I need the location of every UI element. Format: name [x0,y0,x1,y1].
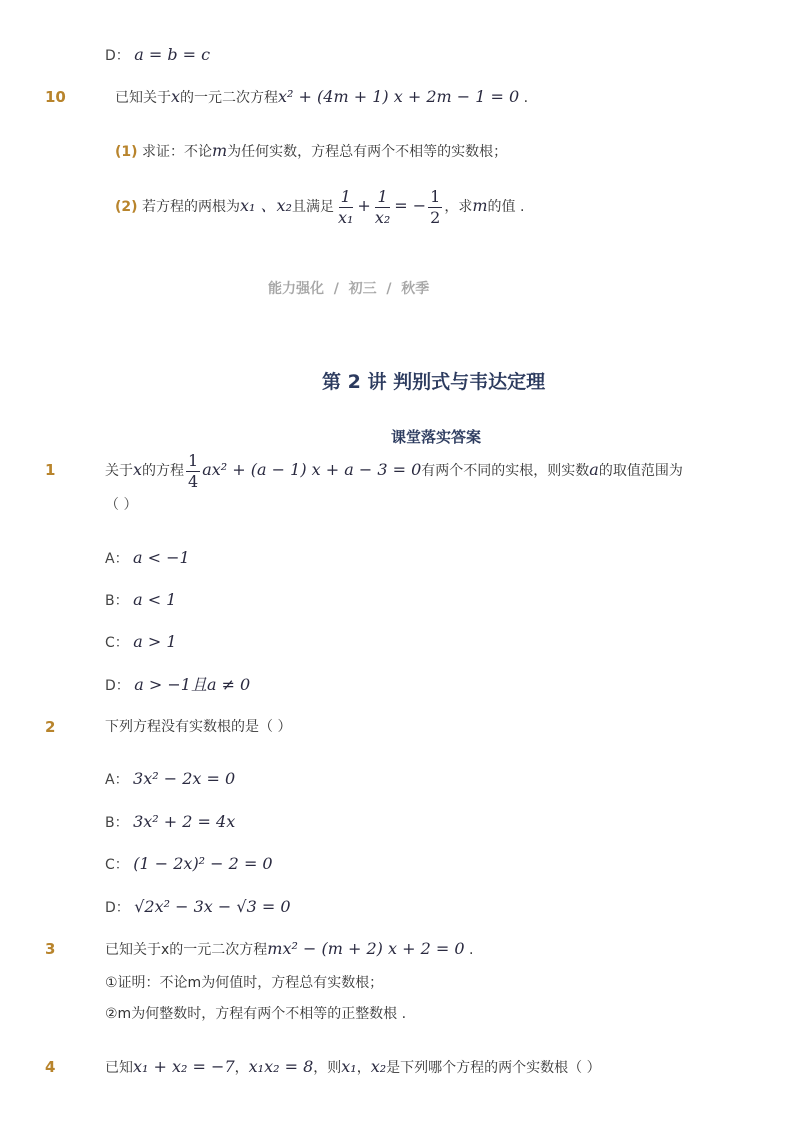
question-4-stem [105,1057,601,1078]
question-1-stem [105,450,683,491]
stem-text-2: ，则 [313,1060,342,1076]
fraction-1 [336,186,355,227]
stem-text-2: 的方程 [142,463,185,479]
question-10-stem [115,87,528,108]
stem-text-2: 的一元二次方程 [180,90,279,106]
fraction-denominator: x₂ [374,207,391,227]
stem-text: 关于 [105,463,133,479]
option-label: D： [105,678,130,694]
option-label: A： [105,772,129,788]
fraction-3 [428,186,442,227]
option-label: B： [105,593,129,609]
answer-blank: （ ） [105,497,138,513]
question-number-4: 4 [45,1058,56,1076]
part-text: 求证：不论 [142,144,212,160]
prev-option-d [105,45,210,66]
part-label: (1) [115,144,138,160]
lecture-subtitle: 课堂落实答案 [391,428,482,446]
breadcrumb-item: 秋季 [401,281,430,297]
breadcrumb-separator: / [333,281,339,297]
part-text-2: 且满足 [291,199,334,215]
question-2-option-a [105,769,235,790]
fraction-numerator: 1 [340,186,351,206]
question-number-10: 10 [45,88,66,106]
fraction-denominator: 4 [188,471,199,491]
plus-sign: + [357,196,371,215]
stem-var: x [171,87,181,106]
part-var: m [472,196,488,215]
question-2-option-b [105,812,235,833]
sum-expression: x₁ + x₂ = −7 [133,1057,235,1076]
stem-var-2: a [589,460,599,479]
fraction-denominator: x₁ [337,207,354,227]
stem-equation: x² + (4m + 1) x + 2m − 1 = 0 [278,87,520,106]
option-expression: (1 − 2x)² − 2 = 0 [133,854,273,873]
stem-equation: ax² + (a − 1) x + a − 3 = 0 [202,460,422,479]
question-10-part-1 [115,141,507,162]
stem-text-3: 是下列哪个方程的两个实数根（ ） [386,1060,601,1076]
question-number-1: 1 [45,461,56,479]
lecture-title: 第 2 讲 判别式与韦达定理 [322,371,546,393]
part-text: 若方程的两根为 [142,199,240,215]
stem-text-3: 有两个不同的实根，则实数 [421,463,590,479]
option-label: B： [105,815,129,831]
root-2: x₂ [370,1057,387,1076]
stem-var: x [133,460,143,479]
fraction-denominator: 2 [430,207,441,227]
stem-equation: mx² − (m + 2) x + 2 = 0 [267,939,465,958]
option-expression: √2x² − 3x − √3 = 0 [134,897,291,916]
fraction-2 [373,186,392,227]
question-3-line-2: ②m为何整数时，方程有两个不相等的正整数根 . [105,1006,407,1022]
fraction-numerator: 1 [430,186,441,206]
comma: ， [356,1060,371,1076]
stem-text-4: 的取值范围为 [598,463,683,479]
equals-minus: = − [394,196,427,215]
question-1-option-c [105,632,177,653]
part-end: 的值 . [487,199,525,215]
stem-text: 已知 [105,1060,133,1076]
stem-text: 已知关于x的一元二次方程 [105,942,268,958]
breadcrumb-separator: / [386,281,392,297]
option-expression: a > 1 [133,632,177,651]
option-label: D： [105,48,130,64]
part-var: m [212,141,228,160]
option-expression: a > −1且a ≠ 0 [134,675,251,694]
root-1: x₁ [341,1057,357,1076]
question-3-line-1: ①证明：不论m为何值时，方程总有实数根； [105,975,384,991]
product-expression: x₁x₂ = 8 [248,1057,314,1076]
question-1-option-a [105,548,190,569]
option-expression: a = b = c [134,45,211,64]
part-text-3: ，求 [444,199,473,215]
option-expression: 3x² + 2 = 4x [133,812,236,831]
question-2-option-c [105,854,273,875]
stem-end: . [519,90,529,106]
question-10-part-2 [115,184,524,229]
question-1-option-b [105,590,176,611]
fraction-numerator: 1 [188,450,199,470]
question-1-option-d [105,675,250,696]
question-2-stem: 下列方程没有实数根的是（ ） [105,719,292,735]
stem-text: 已知关于 [115,90,171,106]
option-expression: a < 1 [133,590,177,609]
question-number-2: 2 [45,718,56,736]
fraction-numerator: 1 [377,186,388,206]
breadcrumb-item: 初三 [348,281,377,297]
part-text-2: 为任何实数，方程总有两个不相等的实数根； [227,144,508,160]
question-3-stem [105,939,473,960]
comma: ， [234,1060,249,1076]
option-expression: 3x² − 2x = 0 [133,769,236,788]
part-roots: x₁ 、x₂ [240,196,292,215]
part-label: (2) [115,199,138,215]
option-expression: a < −1 [133,548,190,567]
question-number-3: 3 [45,940,56,958]
fraction-quarter [186,450,200,491]
breadcrumb [268,279,429,299]
question-2-option-d [105,897,291,918]
option-label: D： [105,900,130,916]
option-label: C： [105,857,129,873]
option-label: C： [105,635,129,651]
stem-end: . [464,942,474,958]
option-label: A： [105,551,129,567]
breadcrumb-item: 能力强化 [268,281,324,297]
